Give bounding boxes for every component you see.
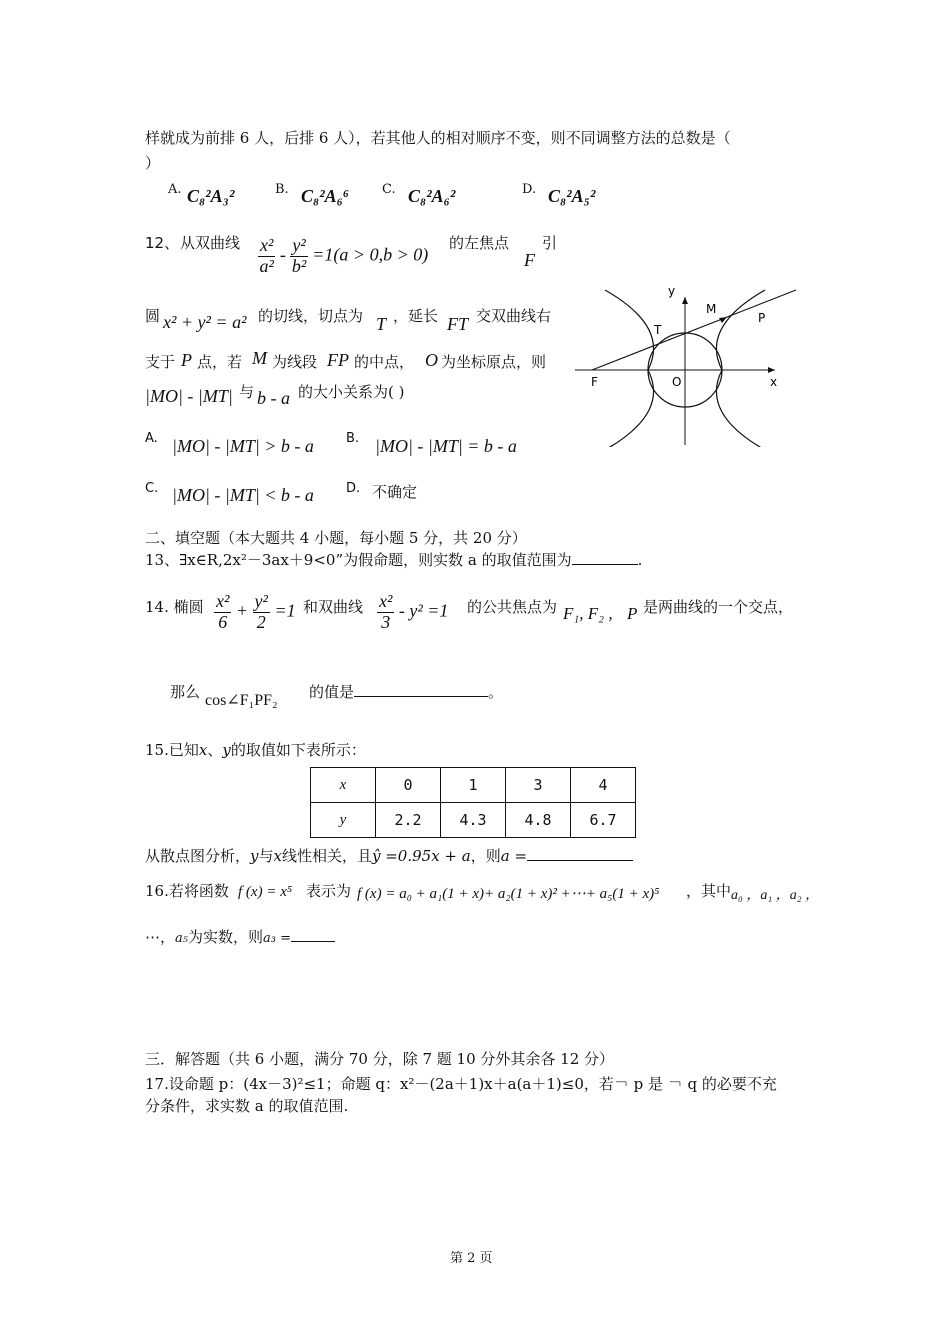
q14-e-rest: =1 xyxy=(274,600,296,621)
q12-option-b: |MO| - |MT| = b - a xyxy=(375,436,517,456)
q12-text-8: 支于 xyxy=(145,353,176,371)
q12-circle-equation: x² + y² = a² xyxy=(163,312,247,332)
q15-x2: x xyxy=(273,847,282,865)
q15-a-eq: a = xyxy=(500,847,528,865)
xy-table xyxy=(310,767,636,838)
table-cell: y xyxy=(311,803,376,838)
q12-var-O: O xyxy=(425,350,438,370)
q15-x: x xyxy=(198,741,208,759)
q16-line2 xyxy=(145,926,335,947)
q16-coeffs: a₀ ，a₁ ，a₂ ， xyxy=(731,888,820,903)
q11-option-c-label: C. xyxy=(382,182,396,197)
section3-title: 三．解答题（共 6 小题，满分 70 分，除 7 题 10 分外其余各 12 分） xyxy=(145,1050,615,1068)
q12-hyperbola-equation: $\frac{\text{x²}}{\text{a²}}$ - $\frac{\text{y²}}{\text{b²}}$ =1(a > 0,b > 0) xyxy=(259,235,429,276)
table-cell: 6.7 xyxy=(571,803,636,838)
q12-text-6: ，延长 xyxy=(393,307,439,325)
q15-conclusion xyxy=(145,845,633,866)
q11-option-b-label: B. xyxy=(275,182,289,197)
q12-text-12: 为坐标原点，则 xyxy=(441,353,547,371)
table-cell: 2.2 xyxy=(376,803,441,838)
q14-e-6: 6 xyxy=(218,611,228,632)
q14-end: 。 xyxy=(488,683,504,701)
q12-var-FP: FP xyxy=(327,350,349,370)
table-cell: 0 xyxy=(376,768,441,803)
q12-text-2: 的左焦点 xyxy=(449,234,510,252)
q12-eq-rest: =1(a > 0,b > 0) xyxy=(312,244,429,265)
q15-intro xyxy=(145,739,366,760)
q15-t6: ，则 xyxy=(470,847,501,865)
q12-var-FT: FT xyxy=(447,314,469,334)
q12-option-c: |MO| - |MT| < b - a xyxy=(172,485,314,505)
q12-text-10: 为线段 xyxy=(272,353,318,371)
q16-t5: 为实数，则 xyxy=(187,928,263,946)
q14-ellipse-equation: $\frac{\text{x²}}{6}$ + $\frac{\text{y²}}{2}$ =1 xyxy=(216,591,296,632)
q12-text-9: 点，若 xyxy=(197,353,243,371)
q14-e-2: 2 xyxy=(256,611,266,632)
q12-expr-rhs: b - a xyxy=(257,388,290,408)
q14-text-5: 那么 xyxy=(170,683,201,701)
label-x: x xyxy=(770,375,778,389)
hyperbola-left-branch xyxy=(605,290,654,447)
q14-text-3: 的公共焦点为 xyxy=(467,598,558,616)
q13-text xyxy=(145,549,642,570)
q16-a3: a₃ = xyxy=(263,931,291,946)
q11-option-d-label: D. xyxy=(522,182,537,197)
q14-value-label: 的值是 xyxy=(309,683,355,701)
q12-expr-lhs: |MO| - |MT| xyxy=(145,386,233,406)
q12-text-14: 的大小关系为( ) xyxy=(298,383,405,401)
q15-t4: 与 xyxy=(258,847,274,865)
q11-option-b: C₈²A₆⁶ xyxy=(301,186,350,206)
q12-text-4: 圆 xyxy=(145,307,161,325)
q12-text-11: 的中点， xyxy=(354,353,415,371)
y-axis-arrow xyxy=(682,297,688,304)
q12-var-T: T xyxy=(376,314,387,334)
section2-title: 二、填空题（本大题共 4 小题，每小题 5 分，共 20 分） xyxy=(145,529,527,547)
q13-question: 13、∃x∈R,2x²－3ax＋9<0”为假命题，则实数 a 的取值范围为 xyxy=(145,551,572,569)
q14-h-x2: x² xyxy=(379,591,393,611)
q12-option-d-label: D. xyxy=(346,481,361,496)
table-row xyxy=(311,768,636,803)
q12-option-b-label: B. xyxy=(346,431,360,446)
q12-text-5: 的切线，切点为 xyxy=(258,307,364,325)
q12-var-M: M xyxy=(252,348,267,368)
q15-regression: ŷ =0.95x + a xyxy=(372,847,471,865)
q16-text-2: 表示为 xyxy=(306,882,352,900)
q11-line1: 样就成为前排 6 人，后排 6 人），若其他人的相对顺序不变，则不同调整方法的总数是（ xyxy=(145,129,731,147)
q15-t3: 从散点图分析， xyxy=(145,847,251,865)
q12-eq-x2: x² xyxy=(260,235,274,255)
table-cell: 3 xyxy=(506,768,571,803)
q16-fx: f (x) = x⁵ xyxy=(238,884,293,900)
q14-hyperbola-equation xyxy=(377,592,448,633)
q14-e-x2: x² xyxy=(216,591,230,611)
q14-var-P: P xyxy=(627,604,638,623)
q16-expansion: f (x) = a₀ + a₁(1 + x)+ a₂(1 + x)² +⋯+ a₅(1 + x)⁵ xyxy=(357,886,660,902)
q12-var-P: P xyxy=(181,350,192,370)
q15-t2: 的取值如下表所示： xyxy=(230,741,366,759)
q14-text-4: 是两曲线的一个交点， xyxy=(643,598,794,616)
q11-option-c: C₈²A₆² xyxy=(408,186,456,206)
q11-option-d: C₈²A₅² xyxy=(548,186,596,206)
q17-line2: 分条件，求实数 a 的取值范围. xyxy=(145,1097,349,1115)
q14-cos-expr: cos∠F₁PF₂ xyxy=(205,692,278,709)
q12-number: 12、 xyxy=(145,234,180,252)
table-cell: 1 xyxy=(441,768,506,803)
q12-option-a-label: A. xyxy=(145,431,158,446)
q12-text-13: 与 xyxy=(239,383,255,401)
q15-y2: y xyxy=(250,847,259,865)
q11-option-a: C₈²A₃² xyxy=(187,186,235,206)
q12-option-d: 不确定 xyxy=(372,483,418,501)
q15-t1: 15.已知 xyxy=(145,741,199,759)
q14-h-rest: - y² =1 xyxy=(398,600,449,621)
q12-option-a: |MO| - |MT| > b - a xyxy=(172,436,314,456)
q12-eq-y2: y² xyxy=(292,235,306,255)
hyperbola-figure xyxy=(570,285,800,447)
table-cell: 4.3 xyxy=(441,803,506,838)
q14-h-3: 3 xyxy=(381,611,391,632)
q12-text-3: 引 xyxy=(542,234,558,252)
table-cell: x xyxy=(311,768,376,803)
q13-end: . xyxy=(637,551,643,569)
q14-text-2: 和双曲线 xyxy=(303,598,364,616)
q12-text-7: 交双曲线右 xyxy=(476,307,552,325)
q15-t5: 线性相关，且 xyxy=(281,847,372,865)
label-F: F xyxy=(591,375,598,389)
table-row xyxy=(311,803,636,838)
page-number: 第 2 页 xyxy=(450,1251,493,1266)
q14-foci: F₁, F₂ , xyxy=(563,604,613,623)
label-M: M xyxy=(706,302,717,316)
q14-e-y2: y² xyxy=(254,591,268,611)
label-T: T xyxy=(654,323,662,337)
q16-text-1: 16.若将函数 xyxy=(145,882,229,900)
q11-line2: ） xyxy=(145,154,161,172)
label-y: y xyxy=(668,285,676,298)
q12-eq-a2: a² xyxy=(259,255,274,276)
table-cell: 4 xyxy=(571,768,636,803)
q12-option-c-label: C. xyxy=(145,481,159,496)
q14-text-1: 14. 椭圆 xyxy=(145,598,204,616)
q15-y: y xyxy=(222,741,231,759)
q16-a5: a₅ xyxy=(175,931,188,946)
label-P: P xyxy=(758,311,766,325)
q15-sep: 、 xyxy=(207,741,223,759)
q14-text-6 xyxy=(309,681,503,702)
label-O: O xyxy=(672,375,682,389)
table-cell: 4.8 xyxy=(506,803,571,838)
q12-text-1: 从双曲线 xyxy=(180,234,241,252)
q12-var-F: F xyxy=(524,250,535,270)
x-axis-arrow xyxy=(768,367,775,373)
q16-text-3: ，其中 xyxy=(686,882,732,900)
q11-option-a-label: A. xyxy=(168,182,182,197)
q16-t4: ⋯， xyxy=(145,928,176,946)
q17-line1: 17.设命题 p：(4x－3)²≤1；命题 q：x²－(2a＋1)x＋a(a＋1)≤0，若￢ p 是 ￢ q 的必要不充 xyxy=(145,1075,777,1093)
q12-eq-b2: b² xyxy=(291,255,307,276)
